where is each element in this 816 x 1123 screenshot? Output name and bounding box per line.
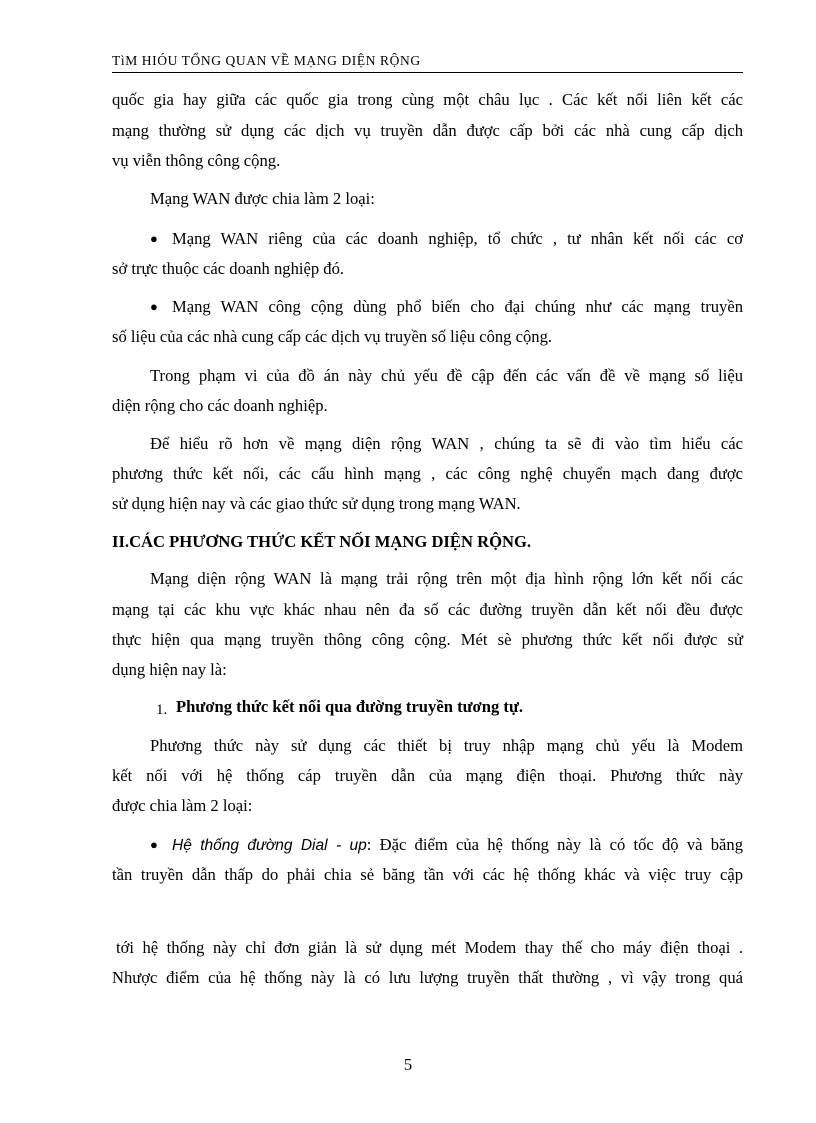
paragraph-line: diện rộng cho các doanh nghiệp. — [112, 396, 328, 415]
header-title: TìM HIÓU TỔNG QUAN VỀ MẠNG DIỆN RỘNG — [112, 53, 421, 68]
paragraph-line: Mạng WAN được chia làm 2 loại: — [150, 189, 375, 208]
paragraph-line: sử dụng hiện nay và các giao thức sử dụng trong mạng WAN. — [112, 494, 521, 513]
section-heading: II.CÁC PHƯƠNG THỨC KẾT NỐI MẠNG DIỆN RỘNG. — [112, 532, 532, 551]
paragraph-line: dụng hiện nay là: — [112, 660, 227, 679]
header-rule — [112, 72, 743, 73]
bullet-item-text: : Đặc điểm của hệ thống này là có tốc độ và băng — [366, 835, 743, 854]
paragraph-line: mạng tại các khu vực khác nhau nên đa số các đường truyền dẫn kết nối đều được — [112, 600, 743, 619]
paragraph-line: Trong phạm vi của đồ án này chủ yếu đề cập đến các vấn đề về mạng số liệu — [150, 366, 743, 385]
paragraph-line: quốc gia hay giữa các quốc gia trong cùng một châu lục . Các kết nối liên kết các — [112, 90, 743, 109]
bullet-item-line: sở trực thuộc các doanh nghiệp đó. — [112, 259, 345, 278]
subsection-number: 1. — [156, 702, 168, 718]
bullet-item-line — [172, 835, 743, 856]
bullet-icon: ● — [150, 231, 158, 246]
paragraph-line: Nhược điểm của hệ thống này là có lưu lượng truyền thất thường , vì vậy trong quá — [112, 968, 743, 987]
bullet-item-line: Mạng WAN công cộng dùng phổ biến cho đại chúng như các mạng truyền — [172, 297, 743, 316]
dialup-term: Hệ thống đường Dial - up — [172, 837, 367, 854]
paragraph-line: kết nối với hệ thống cáp truyền dẫn của mạng điện thoại. Phương thức này — [112, 766, 743, 785]
paragraph-line: phương thức kết nối, các cấu hình mạng , các công nghệ chuyển mạch đang được — [112, 464, 743, 483]
paragraph-line: thực hiện qua mạng truyền thông công cộng. Mét sè phương thức kết nối được sử — [112, 630, 743, 649]
running-header — [112, 52, 743, 70]
paragraph-line: mạng thường sử dụng các dịch vụ truyền dẫn được cấp bởi các nhà cung cấp dịch — [112, 121, 743, 140]
paragraph-line: Phương thức này sử dụng các thiết bị truy nhập mạng chủ yếu là Modem — [150, 736, 743, 755]
bullet-icon: ● — [150, 837, 158, 852]
paragraph-line: Để hiểu rõ hơn về mạng diện rộng WAN , chúng ta sẽ đi vào tìm hiểu các — [150, 434, 743, 453]
subsection-title: Phương thức kết nối qua đường truyền tương tự. — [176, 697, 524, 716]
bullet-item-line: số liệu của các nhà cung cấp các dịch vụ truyền số liệu công cộng. — [112, 327, 553, 346]
bullet-item-line: tần truyền dẫn thấp do phải chia sẻ băng tần với các hệ thống khác và việc truy cập — [112, 865, 743, 884]
paragraph-line: vụ viễn thông công cộng. — [112, 151, 281, 170]
page-number: 5 — [403, 1055, 413, 1074]
paragraph-line: được chia làm 2 loại: — [112, 796, 253, 815]
paragraph-line: Mạng diện rộng WAN là mạng trải rộng trên một địa hình rộng lớn kết nối các — [150, 569, 743, 588]
paragraph-line: tới hệ thống này chỉ đơn giản là sử dụng mét Modem thay thế cho máy điện thoại . — [116, 938, 743, 957]
bullet-icon: ● — [150, 299, 158, 314]
bullet-item-line: Mạng WAN riêng của các doanh nghiệp, tổ chức , tư nhân kết nối các cơ — [172, 229, 743, 248]
